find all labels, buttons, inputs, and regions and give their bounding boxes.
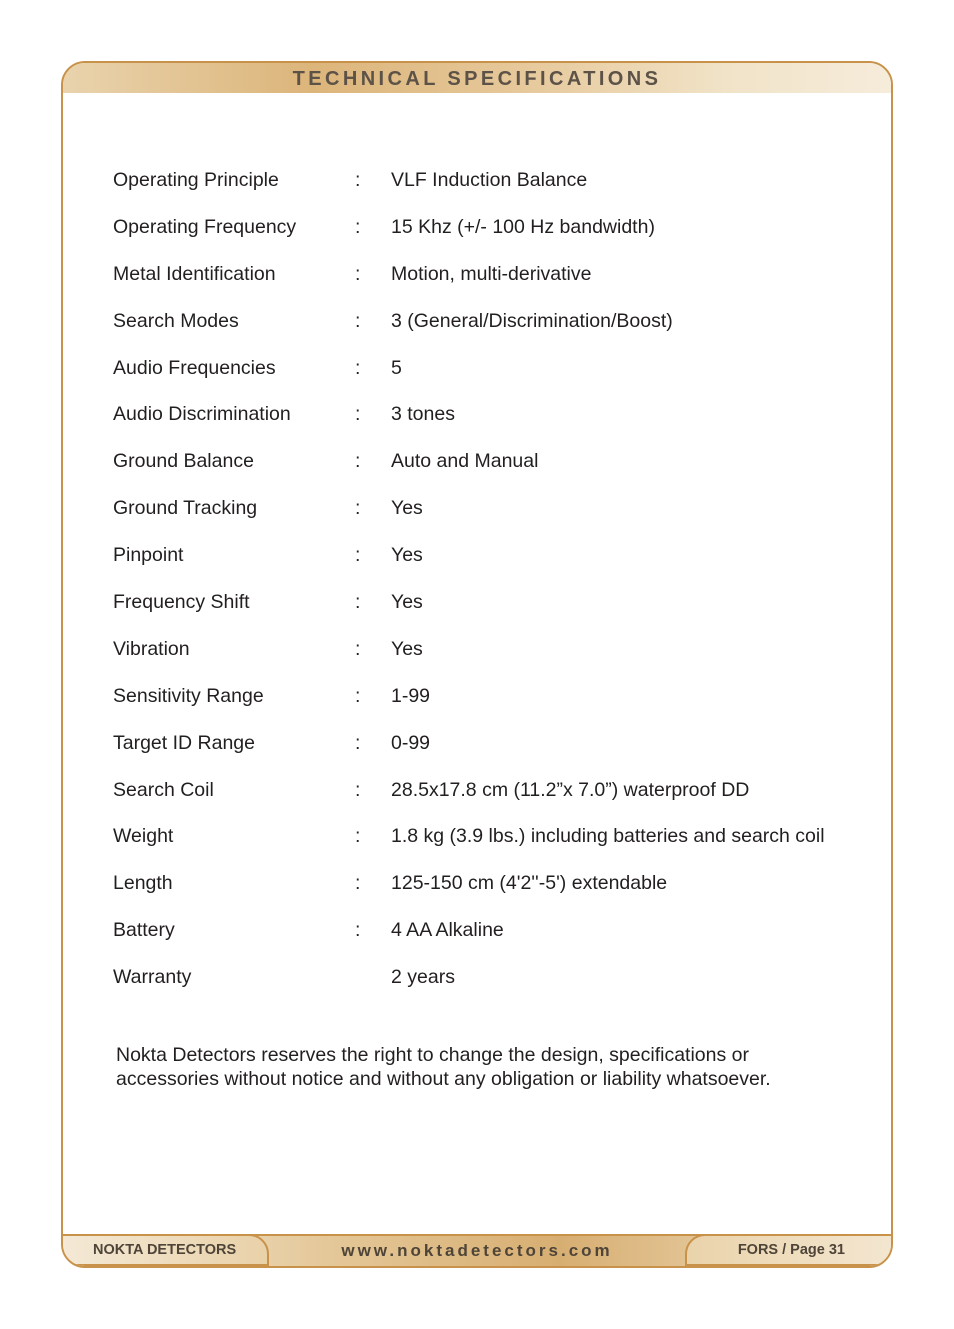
spec-separator: : xyxy=(355,356,361,379)
spec-separator: : xyxy=(355,778,361,801)
spec-separator: : xyxy=(355,544,361,567)
spec-label: Battery xyxy=(113,919,175,942)
spec-label: Search Coil xyxy=(113,778,214,801)
spec-row xyxy=(113,590,853,637)
spec-value: 1.8 kg (3.9 lbs.) including batteries and search coil xyxy=(391,825,825,848)
spec-label: Sensitivity Range xyxy=(113,684,264,707)
spec-value: 3 tones xyxy=(391,403,455,426)
spec-row xyxy=(113,731,853,778)
spec-value: Yes xyxy=(391,497,423,520)
spec-label: Pinpoint xyxy=(113,544,184,567)
spec-value: 1-99 xyxy=(391,684,431,707)
spec-row xyxy=(113,496,853,543)
spec-separator: : xyxy=(355,637,361,660)
spec-label: Audio Frequencies xyxy=(113,356,276,379)
spec-row xyxy=(113,918,853,965)
disclaimer-line-1: Nokta Detectors reserves the right to change the design, specifications or xyxy=(116,1044,749,1066)
spec-row xyxy=(113,356,853,403)
spec-value: Yes xyxy=(391,637,423,660)
spec-value: VLF Induction Balance xyxy=(391,169,588,191)
footer-brand: NOKTA DETECTORS xyxy=(93,1242,237,1258)
spec-label: Audio Discrimination xyxy=(113,403,291,426)
spec-row xyxy=(113,871,853,918)
spec-label: Warranty xyxy=(113,966,192,989)
spec-value: 125-150 cm (4'2''-5') extendable xyxy=(391,872,668,895)
spec-value: 2 years xyxy=(391,966,455,989)
footer-website-link[interactable]: www.noktadetectors.com xyxy=(341,1241,613,1260)
spec-row xyxy=(113,402,853,449)
spec-separator: : xyxy=(355,497,361,520)
spec-separator: : xyxy=(355,169,361,191)
spec-separator: : xyxy=(355,825,361,848)
spec-row xyxy=(113,449,853,496)
spec-row xyxy=(113,637,853,684)
spec-label: Search Modes xyxy=(113,309,239,332)
spec-value: Motion, multi-derivative xyxy=(391,262,592,285)
spec-value: Yes xyxy=(391,591,423,614)
footer-page-tab xyxy=(685,1234,893,1266)
spec-value: 0-99 xyxy=(391,731,431,754)
spec-row xyxy=(113,168,853,215)
spec-label: Operating Frequency xyxy=(113,215,297,238)
page-title: TECHNICAL SPECIFICATIONS xyxy=(292,67,662,90)
disclaimer-line-2: accessories without notice and without any obligation or liability whatsoever. xyxy=(116,1068,771,1090)
spec-row xyxy=(113,965,853,1012)
spec-value: 15 Khz (+/- 100 Hz bandwidth) xyxy=(391,215,655,238)
spec-row xyxy=(113,262,853,309)
page-number: FORS / Page 31 xyxy=(737,1242,845,1258)
disclaimer xyxy=(116,1043,836,1091)
spec-label: Ground Balance xyxy=(113,450,254,473)
spec-label: Length xyxy=(113,872,173,895)
spec-value: 4 AA Alkaline xyxy=(391,919,504,942)
spec-row xyxy=(113,778,853,825)
spec-label: Operating Principle xyxy=(113,169,279,191)
spec-separator: : xyxy=(355,731,361,754)
spec-label: Metal Identification xyxy=(113,262,276,285)
footer xyxy=(63,1234,891,1266)
spec-value: Yes xyxy=(391,544,423,567)
spec-label: Ground Tracking xyxy=(113,497,258,520)
spec-separator: : xyxy=(355,872,361,895)
spec-label: Vibration xyxy=(113,637,190,660)
header-band xyxy=(63,63,891,93)
footer-brand-tab xyxy=(61,1234,269,1266)
spec-table xyxy=(113,168,853,1012)
spec-value: 3 (General/Discrimination/Boost) xyxy=(391,309,673,332)
spec-separator: : xyxy=(355,309,361,332)
page-frame xyxy=(61,61,893,1268)
spec-row xyxy=(113,684,853,731)
spec-value: 5 xyxy=(391,356,402,379)
spec-separator: : xyxy=(355,215,361,238)
spec-separator: : xyxy=(355,450,361,473)
spec-value: 28.5x17.8 cm (11.2”x 7.0”) waterproof DD xyxy=(391,778,750,801)
spec-separator: : xyxy=(355,919,361,942)
spec-row xyxy=(113,543,853,590)
spec-value: Auto and Manual xyxy=(391,450,539,473)
spec-separator: : xyxy=(355,403,361,426)
spec-separator: : xyxy=(355,262,361,285)
spec-label: Target ID Range xyxy=(113,731,255,754)
spec-label: Weight xyxy=(113,825,174,848)
spec-row xyxy=(113,824,853,871)
spec-row xyxy=(113,215,853,262)
spec-separator: : xyxy=(355,591,361,614)
spec-label: Frequency Shift xyxy=(113,591,250,614)
spec-separator: : xyxy=(355,684,361,707)
spec-row xyxy=(113,309,853,356)
